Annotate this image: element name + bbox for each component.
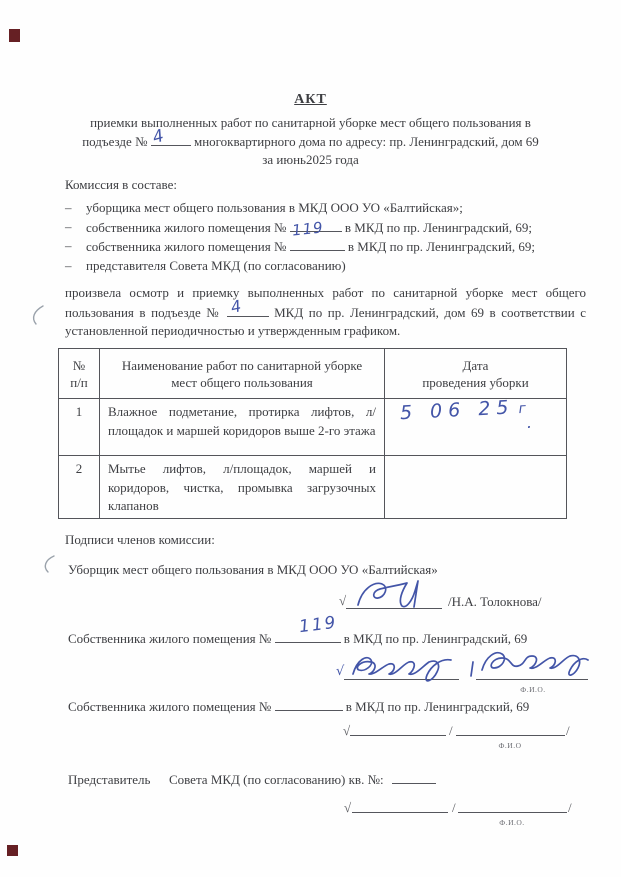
signature-separator-tick xyxy=(467,660,477,678)
subtitle-line2: подъезде № многоквартирного дома по адресу: пр. Ленинградский, дом 69 xyxy=(82,134,539,150)
signature-scribble-cleaner xyxy=(352,577,437,611)
subtitle-line3: за июнь2025 года xyxy=(262,152,359,168)
signature-slash: / xyxy=(449,723,453,738)
handwritten-entrance-number: 4 xyxy=(150,125,167,149)
document-subtitle xyxy=(40,114,581,170)
signature-scribble-owner1 xyxy=(345,648,460,686)
inspection-paragraph: произвела осмотр и приемку выполненных работ по санитарной уборке мест общего пользования в подъезде № МКД по пр. Ленинградский, дом 69 в соответствии с установленной периодичностью и утвержденным графиком. xyxy=(65,285,586,339)
pen-mark-arc xyxy=(28,304,48,326)
handwritten-cleaning-date: 5 06 25 г xyxy=(399,396,527,425)
signature-slash: / xyxy=(452,800,456,815)
signatures-heading: Подписи членов комиссии: xyxy=(65,532,215,547)
signature-checkmark: √ xyxy=(339,593,347,608)
fio-caption: Ф.И.О. xyxy=(520,685,546,694)
signature-slash: / xyxy=(568,800,572,815)
signature-checkmark: √ xyxy=(344,800,352,815)
fio-caption: Ф.И.О. xyxy=(499,818,525,827)
handwritten-entrance-number-2: 4 xyxy=(228,296,243,317)
owner2-apartment-blank xyxy=(275,697,343,711)
signature-line xyxy=(458,812,567,813)
commission-heading: Комиссия в составе: xyxy=(65,177,177,192)
list-dash: – xyxy=(65,200,72,215)
handwritten-apartment-number-list: 119 xyxy=(291,218,325,240)
row-work-description: Мытье лифтов, л/площадок, маршей и коридоров, чистка, промывка загрузочных клапанов xyxy=(100,456,385,519)
signature-line xyxy=(350,735,446,736)
fio-caption: Ф.И.О xyxy=(498,741,522,750)
handwritten-date-dot: . xyxy=(527,413,533,432)
row-number: 1 xyxy=(59,399,100,456)
document-title xyxy=(0,90,621,110)
list-item: – уборщика мест общего пользования в МКД ООО УО «Балтийская»; xyxy=(65,199,575,218)
signature-slash: / xyxy=(566,723,570,738)
subtitle-line1: приемки выполненных работ по санитарной уборке мест общего пользования в xyxy=(90,115,531,130)
row-number: 2 xyxy=(59,456,100,519)
owner2-line: Собственника жилого помещения № в МКД по пр. Ленинградский, 69 xyxy=(68,699,530,714)
representative-apartment-blank xyxy=(392,770,436,784)
cleaner-line: Уборщик мест общего пользования в МКД ООО УО «Балтийская» xyxy=(68,562,438,577)
list-dash: – xyxy=(65,257,72,273)
list-item: – собственника жилого помещения № в МКД по пр. Ленинградский, 69; xyxy=(65,237,575,257)
title-text: АКТ xyxy=(294,92,327,107)
handwritten-date-suffix: г xyxy=(518,400,527,418)
table-header-date: Дата проведения уборки xyxy=(385,349,567,399)
row-work-description: Влажное подметание, протирка лифтов, л/площадок и маршей коридоров выше 2-го этажа xyxy=(100,399,385,456)
corner-registration-mark-top xyxy=(9,29,20,42)
corner-registration-mark-bottom xyxy=(7,845,18,856)
signature-checkmark-handwritten: √ xyxy=(336,664,345,679)
signature-scribble-owner1-surname xyxy=(478,646,590,684)
table-header-num: № п/п xyxy=(59,349,100,399)
owner1-line: Собственника жилого помещения № в МКД по пр. Ленинградский, 69 xyxy=(68,631,528,646)
row-date-cell xyxy=(385,456,567,519)
list-item: – собственника жилого помещения № в МКД по пр. Ленинградский, 69; xyxy=(65,218,575,238)
table-row xyxy=(59,456,567,519)
list-dash: – xyxy=(65,218,72,234)
signature-checkmark: √ xyxy=(343,723,351,738)
works-table xyxy=(58,348,567,519)
cleaner-name: /Н.А. Толокнова/ xyxy=(448,594,542,609)
handwritten-apartment-number-sig: 119 xyxy=(297,612,339,638)
list-dash: – xyxy=(65,238,72,254)
table-header-work: Наименование работ по санитарной уборке мест общего пользования xyxy=(100,349,385,399)
pen-mark-arc xyxy=(40,554,58,574)
representative-line: Представитель Совета МКД (по согласованию) кв. №: xyxy=(68,770,436,790)
signature-line xyxy=(352,812,448,813)
signature-line xyxy=(456,735,565,736)
list-item: – представителя Совета МКД (по согласованию) xyxy=(65,257,575,276)
